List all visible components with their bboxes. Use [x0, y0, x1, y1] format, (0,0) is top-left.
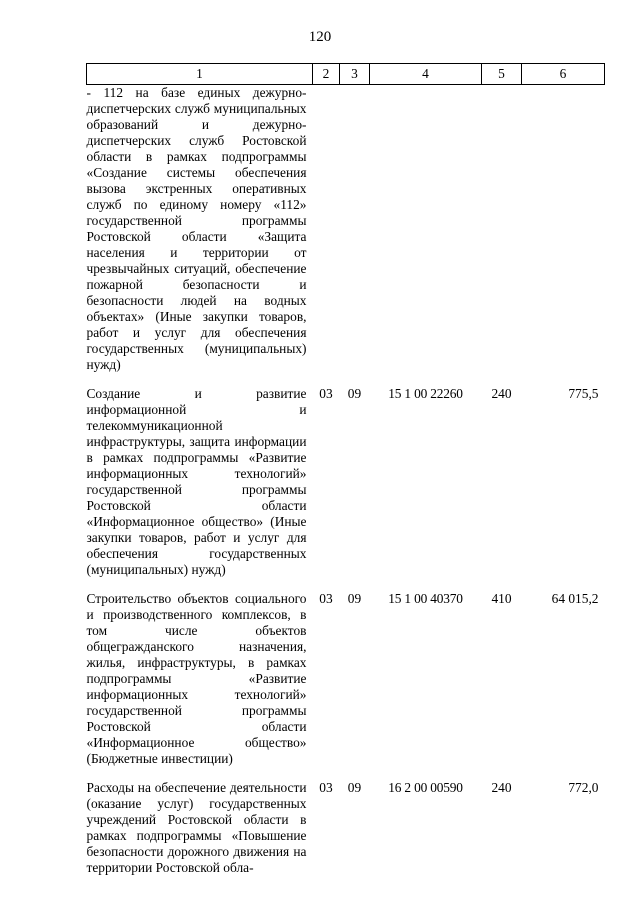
row-description: Создание и развитие информационной и телекоммуникационной инфраструктуры, защита информации в рамках подпрограммы «Развитие информационных технологий» государственной программы Ростовской области «Информационное общество» (Иные закупки товаров, работ и услуг для обеспечения государственных (муниципальных) нужд): [86, 386, 307, 577]
row-pr: 09: [347, 780, 362, 795]
row-vr: [482, 85, 522, 387]
row-description: - 112 на базе единых дежурно-диспетчерских служб муниципальных образований и дежурно-диспетчерских служб Ростовской области в рамках подпрограммы «Создание системы обеспечения вызова экстренных оперативных служб по единому номеру «112» государственной программы Ростовской области «Защита населения и территории от чрезвычайных ситуаций, обеспечение пожарной безопасности и безопасности людей на водных объектах» (Иные закупки товаров, работ и услуг для обеспечения государственных (муниципальных) нужд): [86, 85, 307, 372]
table-body: [87, 85, 605, 877]
row-vr: 240: [491, 386, 512, 401]
row-pr: 09: [347, 591, 362, 606]
col-header-3: 3: [340, 64, 370, 85]
row-rz: 03: [319, 591, 333, 606]
col-header-6: 6: [522, 64, 605, 85]
col-header-4: 4: [370, 64, 482, 85]
row-csr: 15 1 00 22260: [388, 386, 463, 401]
table-row: [87, 591, 605, 780]
row-sum: [522, 85, 605, 387]
col-header-5: 5: [482, 64, 522, 85]
row-vr: 410: [491, 591, 512, 606]
row-csr: 16 2 00 00590: [388, 780, 463, 795]
col-header-2: 2: [313, 64, 340, 85]
row-rz: [313, 85, 340, 387]
table-row: [87, 386, 605, 591]
table-header: [87, 64, 605, 85]
row-csr: 15 1 00 40370: [388, 591, 463, 606]
row-csr: [370, 85, 482, 387]
header-row: [87, 64, 605, 85]
row-rz: 03: [319, 386, 333, 401]
row-rz: 03: [319, 780, 333, 795]
row-sum: 772,0: [568, 780, 599, 795]
table-row: [87, 85, 605, 387]
row-description: Строительство объектов социального и производственного комплексов, в том числе объектов общегражданского назначения, жилья, инфраструктуры, в рамках подпрограммы «Развитие информационных технологий» государственной программы Ростовской области «Информационное общество» (Бюджетные инвестиции): [86, 591, 307, 766]
row-description: Расходы на обеспечение деятельности (оказание услуг) государственных учреждений Ростовской области в рамках подпрограммы «Повышение безопасности дорожного движения на территории Ростовской обла-: [86, 780, 307, 875]
col-header-1: 1: [87, 64, 313, 85]
row-sum: 64 015,2: [551, 591, 599, 606]
row-sum: 775,5: [568, 386, 599, 401]
page-number: 120: [308, 29, 332, 45]
row-pr: [340, 85, 370, 387]
row-vr: 240: [491, 780, 512, 795]
row-pr: 09: [347, 386, 362, 401]
budget-table: [86, 63, 605, 876]
table-row: [87, 780, 605, 876]
